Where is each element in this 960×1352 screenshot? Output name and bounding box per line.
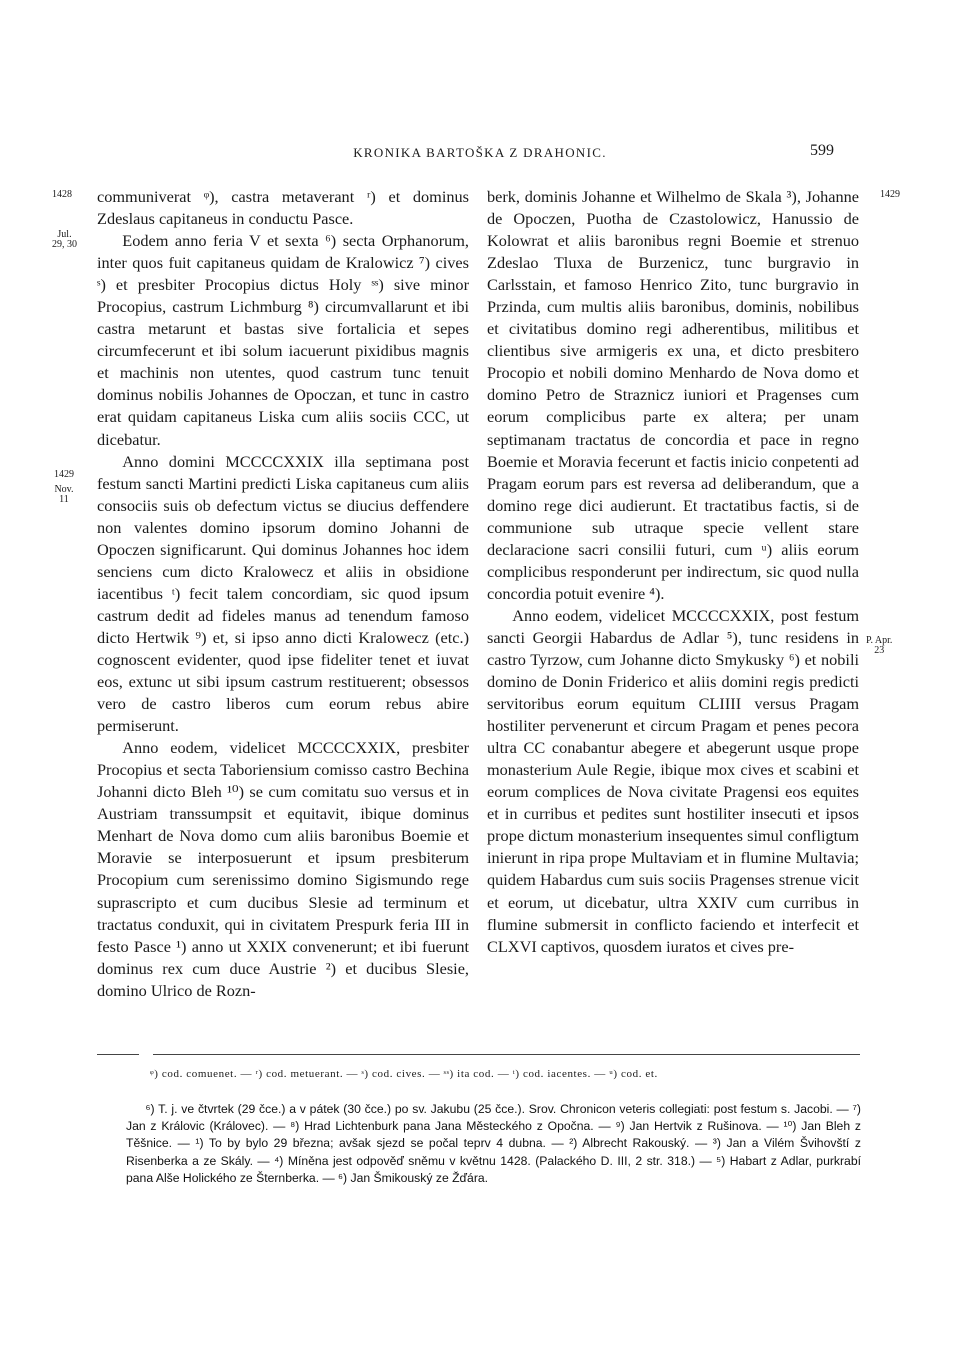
paragraph: Anno eodem, videlicet MCCCCXXIX, post festum sancti Georgii Habardus de Adlar ⁵), tunc residens in castro Tyrzow, cum Johanne dicto Smykusky ⁶) et nobili domino de Donin Friderico et aliis domini regis predicti servitoribus eorum equitum CLIIII versus Pragam hostiliter pervenerunt et circum Pragam et penes pecora ultra CC conabantur abegere et abegerunt usque prope monasterium Aule Regie, ibique mox cives et scabini et eorum complices de Nova civitate Pragensi eos equites et in curribus et pedites sunt hostiliter insecuti et ipsos prope dictum monasterium insequentes simul confligtum inierunt in ripa prope Multaviam et in flumine Multavia; quidem Habardus cum suis sociis Pragenses strenue vicit et eorum, ut dicebatur, ultra XXIV cum curribus in flumine submersit in conflicto faciendo et interfecit et CLXVI captivos, quosdem iuratos et cives pre- xyxy=(487,605,859,956)
textual-variants-footnote: ᵠ) cod. comuenet. — ʳ) cod. metuerant. — ˢ) cod. cives. — ˢˢ) ita cod. — ᵗ) cod. iacentes. — ᵘ) cod. et. xyxy=(150,1068,658,1080)
footnote-paragraph: ⁶) T. j. ve čtvrtek (29 čce.) a v pátek (30 čce.) po sv. Jakubu (25 čce.). Srov. Chronicon veteris collegiati: post festum s. Jacobi. — ⁷) Jan z Královic (Královec). — ⁸) Hrad Lichtenburk pana Jana Městeckého z Opočna. — ⁹) Jan Hertvik z Rušinova. — ¹⁰) Jan Bleh z Těšnice. — ¹) To by bylo 29 března; avšak sjezd se počal teprv 4 dubna. — ²) Albrecht Rakouský. — ³) Jan a Vilém Švihovští z Risenberka a ze Skály. — ⁴) Míněna jest odpověď sněmu v květnu 1428. (Palackého D. III, 2 str. 318.) — ⁵) Habart z Adlar, purkrabí pana Alše Holického ze Šternberka. — ⁶) Jan Šmikouský ze Žďára. xyxy=(126,1102,861,1185)
footnote-divider-short xyxy=(97,1054,139,1055)
margin-month: Nov. xyxy=(54,484,74,495)
margin-days: 23 xyxy=(874,645,885,656)
margin-month: P. Apr. xyxy=(866,635,893,646)
margin-date-1429-right xyxy=(880,190,900,200)
right-text-column xyxy=(487,186,859,958)
paragraph: Eodem anno feria V et sexta ⁶) secta Orphanorum, inter quos fuit capitaneus quidam de Kralowicz ⁷) cives ˢ) et presbiter Procopius dictus Holy ˢˢ) sive minor Procopius, castrum Lichmburg ⁸) circumvallarunt et ibi castra metarunt et bastas sive fortalicia et sepes circumfecerunt et ibi solum iacuerunt pixidibus magnis et machinis non utentes, quod castrum tunc tenuit dominus nobilis Johannes de Opoczan, et tunc in castro erat quidam capitaneus Liska cum aliis sociis CCC, ut dicebatur. xyxy=(97,231,469,449)
left-text-column xyxy=(97,186,469,1002)
margin-year: 1429 xyxy=(880,189,900,200)
margin-date-1428 xyxy=(52,190,72,200)
footnote-divider xyxy=(153,1054,860,1055)
page-number: 599 xyxy=(810,142,834,159)
margin-days: 11 xyxy=(59,494,69,505)
running-head-title: KRONIKA BARTOŠKA Z DRAHONIC. xyxy=(353,145,607,160)
margin-date-apr xyxy=(866,636,892,656)
margin-month: Jul. xyxy=(57,229,72,240)
margin-year: 1429 xyxy=(54,469,74,480)
margin-year: 1428 xyxy=(52,189,72,200)
paragraph: communiverat ᵠ), castra metaverant ʳ) et dominus Zdeslaus capitaneus in conductu Pasce. xyxy=(97,187,469,229)
margin-date-1429-nov xyxy=(54,470,74,505)
margin-days: 29, 30 xyxy=(52,239,77,250)
historical-notes-footnotes xyxy=(126,1101,861,1187)
paragraph: berk, dominis Johanne et Wilhelmo de Skala ³), Johanne de Opoczen, Puotha de Czastolowicz, Hanussio de Kolowrat et aliis baronibus regni Boemie et strenuo Zdeslao Tluxa de Burzenicz, tunc burgravio in Carlsstain, et famoso Henrico Zito, tunc burgravio in Przinda, cum multis aliis baronibus, dominis, nobilibus et civitatibus domino regi adherentibus, militibus et clientibus sive armigeris ex una, et dicto presbitero Procopio et nobili domino Menhardo de Nova domo et domino Petro de Straznicz iuniori et Pragenses cum eorum complicibus parte ex altera; per unam septimanam tractatus de concordia et pace in regno Boemie et Moravia fecerunt et factis inicio conpetenti ad Pragam eorum pars est reversa ad deliberandum, que a domino rege dici audierunt. Et tractatibus factis, si de communione sub utraque specie vellent stare declaracione sacri consilii futuri, cum ᵘ) aliis eorum complicibus responderunt per indirectum, sic quod nulla concordia potuit evenire ⁴). xyxy=(487,187,859,603)
margin-date-jul xyxy=(52,230,77,250)
paragraph: Anno domini MCCCCXXIX illa septimana post festum sancti Martini predicti Liska capitaneus cum aliis consociis suis ob defectum victus se diucius deffendere non valentes domino ipsorum domino Johanni de Opoczen significarunt. Qui dominus Johannes hoc idem senciens cum dicto Kralowecz et aliis in obsidione iacentibus ᵗ) fecit talem concordiam, sic quod ipsum castrum dedit ad fideles manus ad tenendum famoso dicto Hertwik ⁹) et, si ipso anno dicti Kralowecz (etc.) cognoscent evidenter, quod ipse fideliter tenet et iuvat eos, extunc ut sibi ipsum castrum restituerent; obsessos vero de castro liberos cum eorum rebus abire permiserunt. xyxy=(97,451,469,736)
paragraph: Anno eodem, videlicet MCCCCXXIX, presbiter Procopius et secta Taboriensium comisso castro Bechina Johanni dicto Bleh ¹⁰) se cum comitatu suo versus et in Austriam transsumpsit et equitavit, ibique dominus Menhart de Nova domo cum aliis baronibus Boemie et Moravie se interposuerunt et ipsum presbiterum Procopium cum serenissimo domino Sigismundo rege suprascripto et cum ducibus Slesie ad terminum et tractatus conduxit, qui in civitatem Prespurk feria III in festo Pasce ¹) anno ut XXIX convenerunt; et ibi fuerunt dominus rex cum duce Austrie ²) et ducibus Slesie, domino Ulrico de Rozn- xyxy=(97,738,469,1000)
